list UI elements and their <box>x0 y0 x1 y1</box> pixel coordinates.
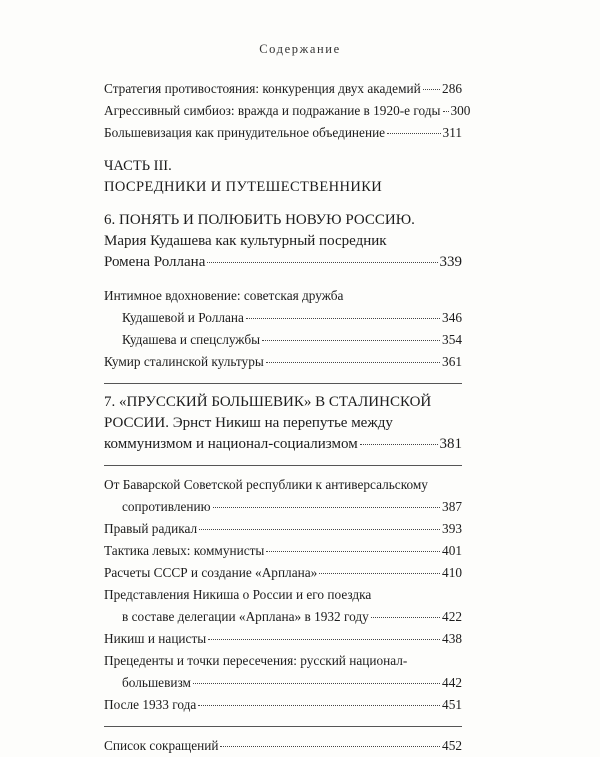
table-of-contents <box>104 78 471 757</box>
toc-entry-title: Представления Никиша о России и его поездка <box>104 587 372 602</box>
dot-leader <box>199 529 440 530</box>
dot-leader <box>423 89 440 90</box>
toc-entry[interactable] <box>104 122 462 144</box>
toc-page-number: 451 <box>442 697 462 712</box>
chapter-6-line3: Ромена Роллана <box>104 254 206 270</box>
dot-leader <box>443 111 449 112</box>
dot-leader <box>262 340 440 341</box>
toc-page-number: 387 <box>442 499 462 514</box>
dot-leader <box>266 362 440 363</box>
toc-entry-title: Интимное вдохновение: советская дружба <box>104 288 344 303</box>
dot-leader <box>207 262 437 263</box>
dot-leader <box>208 639 440 640</box>
toc-entry[interactable] <box>104 351 462 373</box>
dot-leader <box>193 683 440 684</box>
toc-entry-title: Правый радикал <box>104 521 198 536</box>
part-title: ПОСРЕДНИКИ И ПУТЕШЕСТВЕННИКИ <box>104 179 383 195</box>
dot-leader <box>220 746 440 747</box>
toc-entry-title-cont: большевизм <box>122 675 191 690</box>
toc-entry-title: Список сокращений <box>104 738 219 753</box>
chapter-7-heading[interactable] <box>104 392 462 455</box>
toc-entry-title: Агрессивный симбиоз: вражда и подражание в 1920-е годы <box>104 103 441 118</box>
toc-entry[interactable] <box>104 78 462 100</box>
dot-leader <box>198 705 440 706</box>
toc-entry[interactable] <box>104 100 471 122</box>
toc-entry[interactable] <box>104 474 462 518</box>
toc-entry-title: Никиш и нацисты <box>104 631 207 646</box>
toc-entry[interactable] <box>104 650 462 694</box>
toc-page-number: 381 <box>439 436 462 452</box>
toc-entry[interactable] <box>104 540 462 562</box>
toc-page-number: 311 <box>442 125 462 140</box>
toc-entry-title: Прецеденты и точки пересечения: русский национал- <box>104 653 408 668</box>
divider <box>104 726 462 727</box>
toc-entry[interactable] <box>104 584 462 628</box>
toc-entry-title: От Баварской Советской республики к антиверсальскому <box>104 477 428 492</box>
chapter-7-line3: коммунизмом и национал-социализмом <box>104 436 358 452</box>
toc-page-number: 346 <box>442 310 462 325</box>
toc-entry-title: Большевизация как принудительное объединение <box>104 125 386 140</box>
toc-page-number: 361 <box>442 354 462 369</box>
divider <box>104 383 462 384</box>
toc-entry-abbreviations[interactable] <box>104 735 462 757</box>
chapter-6-line1: 6. ПОНЯТЬ И ПОЛЮБИТЬ НОВУЮ РОССИЮ. <box>104 212 415 228</box>
chapter-6-heading[interactable] <box>104 210 462 273</box>
toc-page-number: 452 <box>442 738 462 753</box>
chapter-7-line2: РОССИИ. Эрнст Никиш на перепутье между <box>104 415 393 431</box>
toc-page-number: 339 <box>439 254 462 270</box>
dot-leader <box>360 444 438 445</box>
toc-entry-title: Кумир сталинской культуры <box>104 354 264 369</box>
chapter-7-line1: 7. «ПРУССКИЙ БОЛЬШЕВИК» В СТАЛИНСКОЙ <box>104 394 432 410</box>
dot-leader <box>371 617 440 618</box>
toc-entry[interactable] <box>104 329 462 351</box>
dot-leader <box>387 133 440 134</box>
toc-entry-title: Кудашева и спецслужбы <box>122 332 261 347</box>
divider <box>104 465 462 466</box>
toc-page-number: 438 <box>442 631 462 646</box>
running-header: Содержание <box>259 42 341 56</box>
toc-entry[interactable] <box>104 285 462 329</box>
dot-leader <box>266 551 440 552</box>
toc-entry-title-cont: в составе делегации «Арплана» в 1932 году <box>122 609 369 624</box>
toc-entry-title: Расчеты СССР и создание «Арплана» <box>104 565 318 580</box>
chapter-6-line2: Мария Кудашева как культурный посредник <box>104 233 387 249</box>
toc-page-number: 354 <box>442 332 462 347</box>
toc-entry[interactable] <box>104 518 462 540</box>
dot-leader <box>213 507 441 508</box>
toc-entry[interactable] <box>104 694 462 716</box>
dot-leader <box>319 573 440 574</box>
toc-page-number: 442 <box>442 675 462 690</box>
toc-page-number: 410 <box>442 565 462 580</box>
toc-page-number: 300 <box>450 103 471 118</box>
toc-page-number: 422 <box>442 609 462 624</box>
toc-page-number: 393 <box>442 521 462 536</box>
dot-leader <box>246 318 440 319</box>
toc-entry[interactable] <box>104 562 462 584</box>
toc-entry-title-cont: Кудашевой и Роллана <box>122 310 244 325</box>
toc-entry[interactable] <box>104 628 462 650</box>
toc-entry-title: Тактика левых: коммунисты <box>104 543 265 558</box>
toc-page-number: 286 <box>442 81 462 96</box>
part-label: ЧАСТЬ III. <box>104 158 172 174</box>
toc-entry-title-cont: сопротивлению <box>122 499 211 514</box>
toc-entry-title: После 1933 года <box>104 697 197 712</box>
toc-page-number: 401 <box>442 543 462 558</box>
toc-entry-title: Стратегия противостояния: конкуренция двух академий <box>104 81 421 96</box>
